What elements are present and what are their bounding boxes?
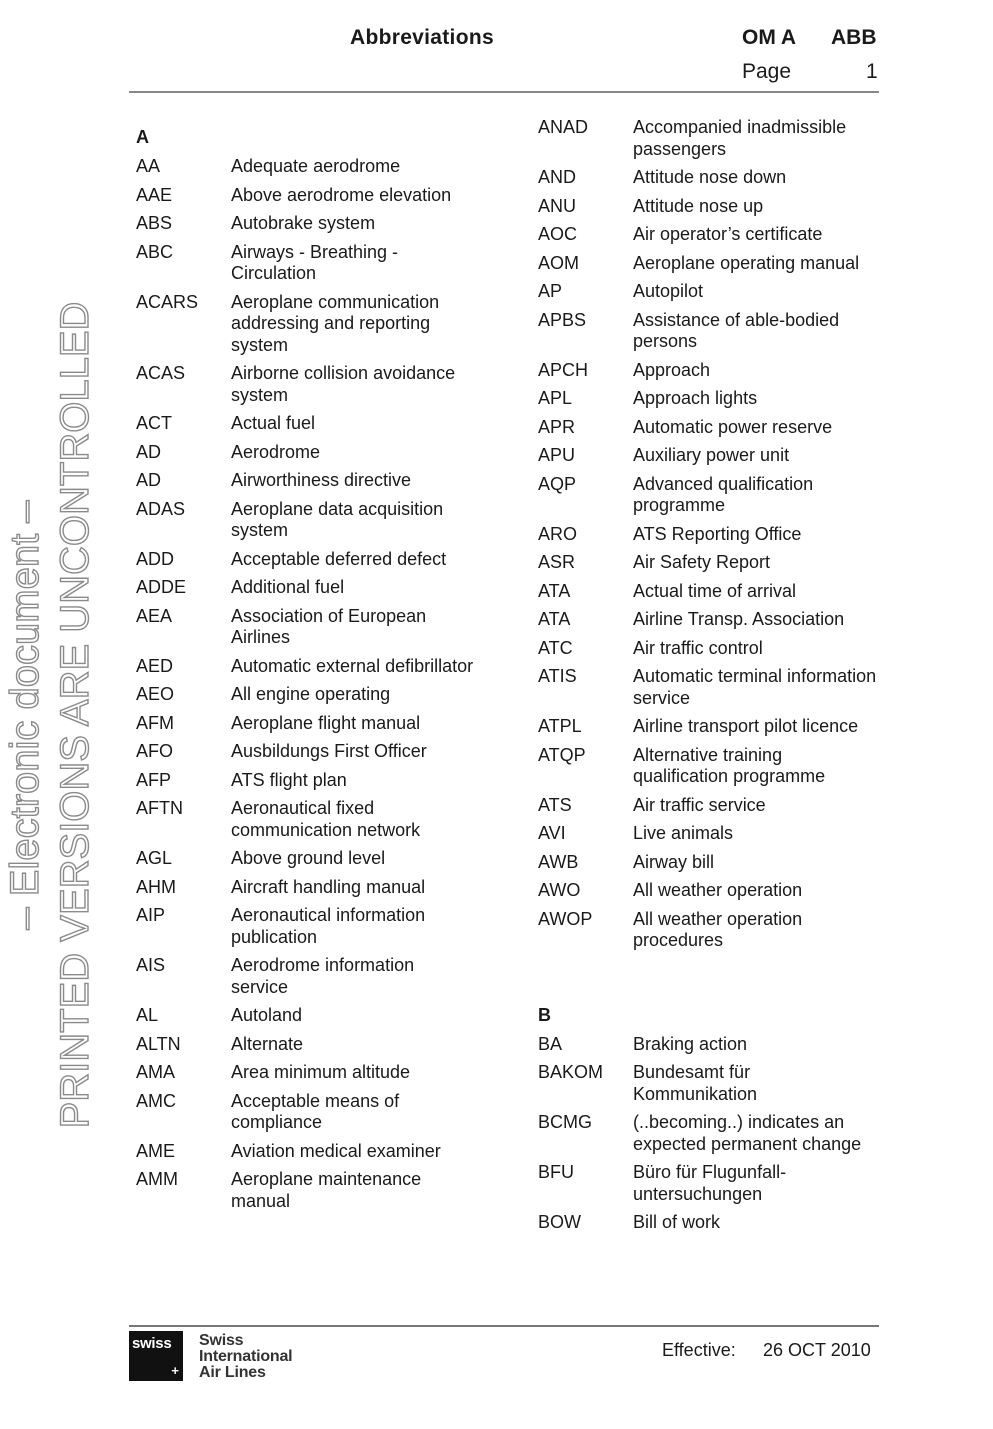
abbreviation-definition: Aerodrome information service xyxy=(231,955,415,997)
abbreviation-definition: Attitude nose down xyxy=(633,167,787,187)
chapter-code: ABB xyxy=(831,26,877,49)
watermark-line-1: – Electronic document – xyxy=(3,500,47,930)
abbreviation-definition: Braking action xyxy=(633,1033,748,1054)
abbreviation-list-b xyxy=(538,1034,878,1234)
abbreviation-entry xyxy=(538,795,878,817)
abbreviation-entry xyxy=(538,281,878,303)
abbreviation-definition: Autobrake system xyxy=(231,213,376,233)
abbreviation-definition: Aircraft handling manual xyxy=(231,876,426,897)
abbreviation-definition: Air traffic service xyxy=(633,794,766,815)
abbreviation-code: ATPL xyxy=(538,716,582,736)
abbreviation-code: BFU xyxy=(538,1162,574,1182)
abbreviation-code: APBS xyxy=(538,309,587,330)
abbreviation-entry xyxy=(136,577,476,599)
abbreviation-code: ALTN xyxy=(136,1033,181,1054)
company-name xyxy=(199,1333,292,1381)
abbreviation-definition: Ausbildungs First Officer xyxy=(231,741,427,761)
abbreviation-code: AFO xyxy=(136,741,174,761)
abbreviation-definition: Additional fuel xyxy=(231,577,345,597)
abbreviation-code: AWO xyxy=(538,880,581,900)
abbreviation-definition: Alternative training qualification programme xyxy=(633,744,826,786)
abbreviation-entry xyxy=(538,1162,878,1205)
abbreviation-definition: Acceptable means of compliance xyxy=(231,1090,400,1132)
abbreviation-code: ACAS xyxy=(136,363,186,383)
abbreviation-code: ADDE xyxy=(136,577,187,597)
abbreviation-code: ADAS xyxy=(136,498,186,519)
abbreviation-code: ARO xyxy=(538,523,578,544)
abbreviation-entry xyxy=(136,549,476,571)
abbreviation-entry xyxy=(136,1034,476,1056)
abbreviation-entry xyxy=(538,1034,878,1056)
abbreviation-definition: Aeroplane maintenance manual xyxy=(231,1169,422,1211)
abbreviation-definition: Acceptable deferred defect xyxy=(231,548,447,569)
abbreviation-definition: All weather operation xyxy=(633,880,803,900)
abbreviation-definition: Aerodrome xyxy=(231,441,321,462)
abbreviation-code: AA xyxy=(136,156,161,176)
abbreviation-entry xyxy=(136,185,476,207)
abbreviation-code: BA xyxy=(538,1033,563,1054)
abbreviation-definition: Airborne collision avoidance system xyxy=(231,363,456,405)
abbreviation-entry xyxy=(538,310,878,353)
abbreviation-code: APCH xyxy=(538,359,589,380)
abbreviation-code: ADD xyxy=(136,548,175,569)
abbreviation-entry xyxy=(136,213,476,235)
company-name-line-3: Air Lines xyxy=(199,1364,266,1381)
abbreviation-code: BOW xyxy=(538,1212,581,1232)
abbreviation-entry xyxy=(538,474,878,517)
abbreviation-code: ABC xyxy=(136,241,174,262)
abbreviation-list-left xyxy=(136,156,476,1212)
page-label: Page xyxy=(742,60,792,83)
abbreviation-definition: Autoland xyxy=(231,1005,303,1025)
abbreviation-entry xyxy=(538,1112,878,1155)
abbreviation-entry xyxy=(538,117,878,160)
abbreviation-code: ANU xyxy=(538,195,577,216)
abbreviation-definition: Airway bill xyxy=(633,851,715,872)
abbreviation-definition: Aeronautical information publication xyxy=(231,905,426,947)
abbreviation-definition: Live animals xyxy=(633,823,734,843)
abbreviation-entry xyxy=(538,417,878,439)
abbreviation-code: ATQP xyxy=(538,744,586,765)
abbreviation-code: ABS xyxy=(136,213,173,233)
document-code: OM A xyxy=(742,26,797,49)
abbreviation-entry xyxy=(538,745,878,788)
abbreviation-code: AAE xyxy=(136,184,173,205)
abbreviation-entry xyxy=(136,1141,476,1163)
abbreviation-code: APR xyxy=(538,416,576,437)
abbreviation-entry xyxy=(136,1091,476,1134)
abbreviation-code: AD xyxy=(136,470,162,490)
abbreviation-definition: Airline transport pilot licence xyxy=(633,716,859,736)
abbreviation-code: ACT xyxy=(136,413,172,433)
abbreviation-entry xyxy=(538,224,878,246)
abbreviation-entry xyxy=(136,363,476,406)
abbreviation-code: AFM xyxy=(136,712,174,733)
abbreviation-entry xyxy=(538,196,878,218)
abbreviation-code: ATIS xyxy=(538,666,577,686)
abbreviation-definition: Actual time of arrival xyxy=(633,580,797,601)
abbreviation-entry xyxy=(136,442,476,464)
company-name-line-2: International xyxy=(199,1348,293,1365)
abbreviation-code: APU xyxy=(538,445,576,465)
abbreviation-code: AVI xyxy=(538,823,566,843)
abbreviation-entry xyxy=(136,656,476,678)
abbreviation-list-right xyxy=(538,117,878,952)
abbreviation-code: AMC xyxy=(136,1090,176,1111)
abbreviation-code: AMM xyxy=(136,1169,178,1189)
abbreviation-entry xyxy=(538,880,878,902)
abbreviation-definition: Advanced qualification programme xyxy=(633,473,814,515)
abbreviation-entry xyxy=(136,1005,476,1027)
abbreviation-entry xyxy=(136,770,476,792)
abbreviation-code: AIP xyxy=(136,905,166,925)
abbreviation-definition: Automatic terminal information service xyxy=(633,666,877,708)
abbreviation-entry xyxy=(136,499,476,542)
abbreviation-entry xyxy=(136,684,476,706)
abbreviation-definition: Aviation medical examiner xyxy=(231,1140,441,1161)
abbreviation-entry xyxy=(538,909,878,952)
footer-divider xyxy=(129,1325,879,1327)
abbreviation-definition: Aeroplane communication addressing and reporting system xyxy=(231,291,440,355)
section-heading-b: B xyxy=(538,1004,551,1025)
abbreviation-code: ACARS xyxy=(136,291,199,312)
abbreviation-entry xyxy=(538,1062,878,1105)
abbreviation-code: AFP xyxy=(136,769,172,790)
abbreviation-code: BAKOM xyxy=(538,1062,604,1082)
abbreviation-definition: Autopilot xyxy=(633,281,704,301)
abbreviation-code: AHM xyxy=(136,876,176,897)
abbreviation-definition: Above aerodrome elevation xyxy=(231,184,452,205)
abbreviation-code: AEO xyxy=(136,684,175,704)
abbreviation-definition: Assistance of able-bodied persons xyxy=(633,309,840,351)
abbreviation-entry xyxy=(538,360,878,382)
logo-wordmark: swiss xyxy=(132,1335,172,1352)
abbreviation-entry xyxy=(538,167,878,189)
abbreviation-entry xyxy=(538,716,878,738)
abbreviation-code: AL xyxy=(136,1005,159,1025)
abbreviation-definition: Actual fuel xyxy=(231,413,316,433)
abbreviation-code: AFTN xyxy=(136,798,183,818)
left-column xyxy=(136,117,476,1219)
abbreviation-definition: ATS Reporting Office xyxy=(633,523,802,544)
document-title: Abbreviations xyxy=(350,26,494,49)
abbreviation-definition: Air traffic control xyxy=(633,637,763,658)
abbreviation-entry xyxy=(538,253,878,275)
abbreviation-code: ATA xyxy=(538,580,571,601)
abbreviation-entry xyxy=(538,1212,878,1234)
abbreviation-code: ATS xyxy=(538,794,572,815)
abbreviation-entry xyxy=(136,955,476,998)
abbreviation-definition: Attitude nose up xyxy=(633,195,764,216)
abbreviation-entry xyxy=(136,848,476,870)
abbreviation-definition: (..becoming..) indicates an expected permanent change xyxy=(633,1112,862,1154)
abbreviation-definition: Büro für Flugunfall-untersuchungen xyxy=(633,1162,787,1204)
abbreviation-code: AED xyxy=(136,655,174,676)
swiss-cross-icon: + xyxy=(171,1363,179,1378)
abbreviation-entry xyxy=(538,609,878,631)
abbreviation-entry xyxy=(538,823,878,845)
abbreviation-definition: Airworthiness directive xyxy=(231,470,412,490)
abbreviation-code: AME xyxy=(136,1140,176,1161)
abbreviation-definition: Aeronautical fixed communication network xyxy=(231,798,421,840)
abbreviation-code: AEA xyxy=(136,605,173,626)
abbreviation-definition: Area minimum altitude xyxy=(231,1062,411,1082)
abbreviation-code: AIS xyxy=(136,955,166,975)
abbreviation-code: BCMG xyxy=(538,1112,592,1132)
abbreviation-entry xyxy=(136,413,476,435)
swiss-logo xyxy=(129,1331,183,1381)
abbreviation-code: AP xyxy=(538,281,563,301)
abbreviation-entry xyxy=(538,666,878,709)
abbreviation-entry xyxy=(136,156,476,178)
abbreviation-entry xyxy=(136,606,476,649)
section-spacer xyxy=(538,959,878,995)
abbreviation-code: ANAD xyxy=(538,117,589,137)
abbreviation-entry xyxy=(136,470,476,492)
abbreviation-code: AD xyxy=(136,441,162,462)
abbreviation-entry xyxy=(136,877,476,899)
abbreviation-entry xyxy=(136,798,476,841)
abbreviation-definition: Air Safety Report xyxy=(633,552,771,572)
abbreviation-entry xyxy=(136,292,476,357)
abbreviation-definition: Approach xyxy=(633,359,711,380)
abbreviation-entry xyxy=(538,445,878,467)
section-heading-a: A xyxy=(136,127,149,147)
abbreviation-code: AOM xyxy=(538,252,580,273)
abbreviation-definition: All engine operating xyxy=(231,684,391,704)
abbreviation-definition: Air operator’s certificate xyxy=(633,224,823,244)
abbreviation-code: AQP xyxy=(538,473,577,494)
header-divider xyxy=(129,91,879,93)
abbreviation-definition: Approach lights xyxy=(633,388,758,408)
abbreviation-definition: Airways - Breathing - Circulation xyxy=(231,241,399,283)
abbreviation-code: AND xyxy=(538,167,577,187)
abbreviation-entry xyxy=(538,581,878,603)
abbreviation-code: ASR xyxy=(538,552,576,572)
abbreviation-entry xyxy=(136,713,476,735)
abbreviation-definition: Aeroplane operating manual xyxy=(633,252,860,273)
abbreviation-definition: Bundesamt für Kommunikation xyxy=(633,1062,758,1104)
page-number: 1 xyxy=(866,60,878,83)
abbreviation-code: AMA xyxy=(136,1062,176,1082)
abbreviation-definition: Aeroplane flight manual xyxy=(231,712,421,733)
right-column xyxy=(538,117,878,1241)
abbreviation-entry xyxy=(136,1062,476,1084)
abbreviation-entry xyxy=(136,1169,476,1212)
abbreviation-definition: Aeroplane data acquisition system xyxy=(231,498,444,540)
abbreviation-entry xyxy=(538,552,878,574)
abbreviation-definition: Association of European Airlines xyxy=(231,605,427,647)
abbreviation-entry xyxy=(136,741,476,763)
abbreviation-code: ATC xyxy=(538,637,573,658)
abbreviation-entry xyxy=(538,638,878,660)
abbreviation-entry xyxy=(538,852,878,874)
abbreviation-definition: Alternate xyxy=(231,1033,304,1054)
abbreviation-definition: Automatic external defibrillator xyxy=(231,655,474,676)
abbreviation-code: AGL xyxy=(136,848,173,868)
abbreviation-definition: All weather operation procedures xyxy=(633,908,803,950)
abbreviation-code: AWB xyxy=(538,851,579,872)
watermark-line-2: PRINTED VERSIONS ARE UNCONTROLLED xyxy=(53,301,97,1129)
company-name-line-1: Swiss xyxy=(199,1332,244,1349)
abbreviation-definition: Airline Transp. Association xyxy=(633,609,845,629)
abbreviation-definition: Accompanied inadmissible passengers xyxy=(633,117,847,159)
effective-date: 26 OCT 2010 xyxy=(763,1340,871,1360)
abbreviation-definition: Auxiliary power unit xyxy=(633,445,790,465)
abbreviation-entry xyxy=(538,524,878,546)
abbreviation-definition: ATS flight plan xyxy=(231,769,347,790)
abbreviation-entry xyxy=(136,242,476,285)
abbreviation-definition: Bill of work xyxy=(633,1212,721,1232)
abbreviation-code: AOC xyxy=(538,224,578,244)
effective-label: Effective: xyxy=(662,1340,736,1360)
abbreviation-definition: Adequate aerodrome xyxy=(231,156,401,176)
abbreviation-code: ATA xyxy=(538,609,571,629)
abbreviation-code: APL xyxy=(538,388,573,408)
abbreviation-code: AWOP xyxy=(538,908,593,929)
abbreviation-definition: Above ground level xyxy=(231,848,386,868)
abbreviation-entry xyxy=(538,388,878,410)
abbreviation-definition: Automatic power reserve xyxy=(633,416,833,437)
abbreviation-entry xyxy=(136,905,476,948)
